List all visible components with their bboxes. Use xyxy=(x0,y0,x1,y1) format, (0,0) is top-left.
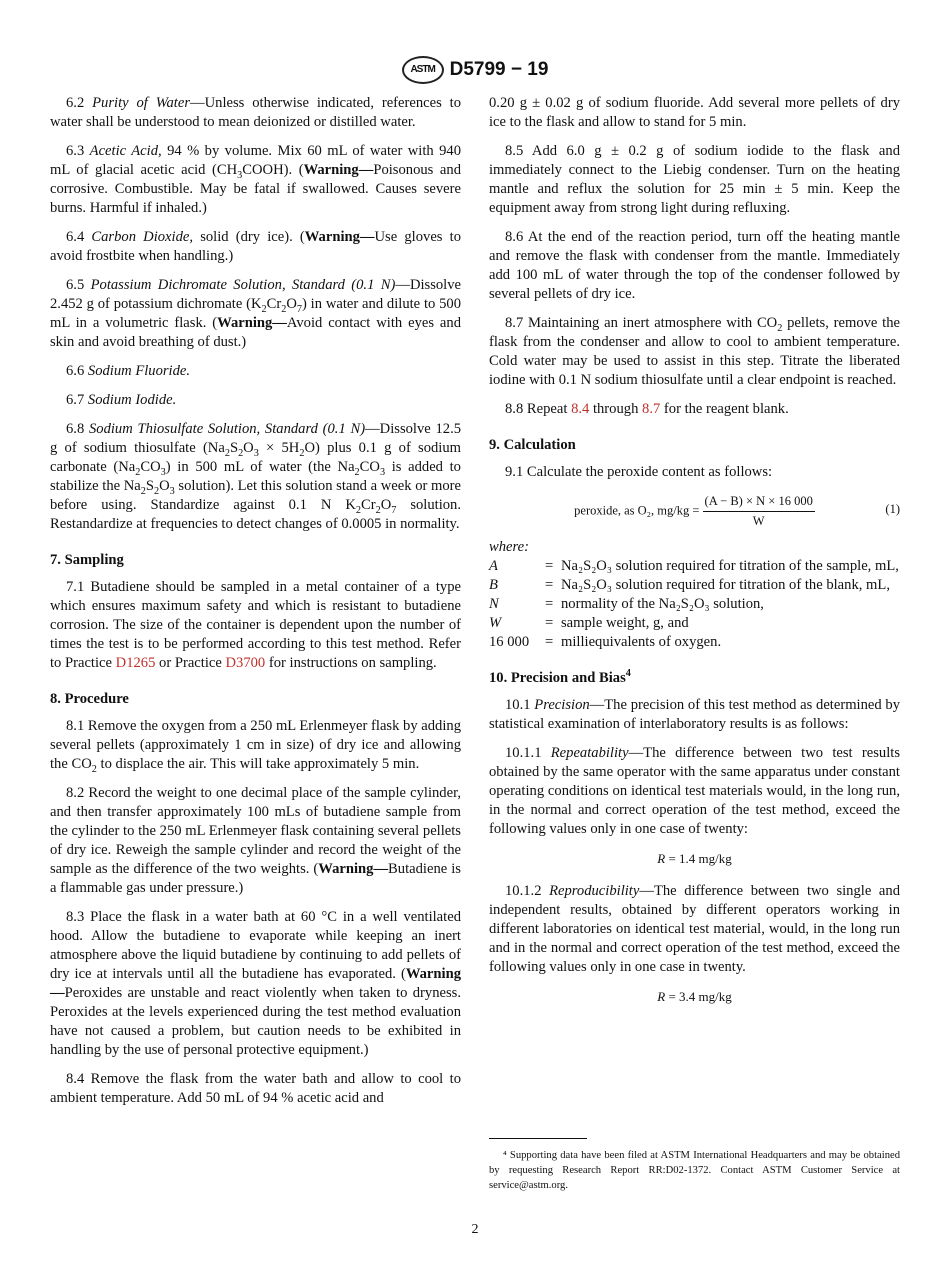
subscript: 2 xyxy=(154,485,160,497)
subscript: 2 xyxy=(224,447,230,459)
italic-text: Acetic Acid, xyxy=(89,143,162,159)
variable-definition: normality of the Na₂S₂O₃ solution, xyxy=(561,596,764,612)
equals-sign: = xyxy=(545,615,554,631)
paragraph xyxy=(50,276,461,352)
footnote-rule xyxy=(489,1138,587,1139)
result-value xyxy=(489,987,900,1006)
bold-text: Warning— xyxy=(318,861,389,877)
italic-text: Potassium Dichromate Solution, Standard (0.1 N) xyxy=(90,277,396,293)
paragraph xyxy=(50,784,461,898)
bold-text: Warning— xyxy=(217,315,287,331)
paragraph xyxy=(489,882,900,977)
bold-text: Warning— xyxy=(50,966,461,1001)
italic-text: Sodium Iodide. xyxy=(87,392,177,408)
definition-row xyxy=(489,614,900,633)
text-run: O xyxy=(286,296,297,312)
paragraph xyxy=(50,908,461,1060)
text-run: —The difference between two test results obtained by the same operator with the same apparatus under constant operating conditions on identical test materials would, in the long run, in the normal and correct operation of the test method, exceed the following values only in one case of twenty: xyxy=(489,745,900,837)
document-designation: D5799 − 19 xyxy=(449,59,549,80)
variable-definition: sample weight, g, and xyxy=(561,615,689,631)
text-run: CO xyxy=(359,459,380,475)
text-run: —Dissolve 2.452 g of potassium dichromate (K xyxy=(50,277,462,312)
subscript: 7 xyxy=(296,303,303,315)
text-run: S xyxy=(145,478,155,494)
text-run: to displace the air. This will take approximately 5 min. xyxy=(96,756,420,772)
italic-text: Reproducibility xyxy=(549,883,640,899)
text-run: Cr xyxy=(266,296,282,312)
text-run: —Dissolve 12.5 g of sodium thiosulfate (Na xyxy=(50,421,462,456)
italic-text: Sodium Thiosulfate Solution, Standard (0.1 N) xyxy=(88,421,366,437)
text-run: 10.1.2 xyxy=(505,883,550,899)
paragraph xyxy=(50,362,461,381)
equals-sign: = xyxy=(545,596,554,612)
paragraph xyxy=(489,94,900,132)
fraction xyxy=(703,492,815,531)
paragraph xyxy=(489,463,900,482)
left-column xyxy=(50,94,461,1118)
text-run: for the reagent blank. xyxy=(660,401,789,417)
text-run: Peroxides are unstable and react violently when taken to dryness. Peroxides at the levels experienced during the test method evaluation have not caused a problem, but caution needs to be exhibited in handling by the use of personal protective equipment.) xyxy=(50,985,461,1058)
variable-definition: Na₂S₂O₃ solution required for titration of the sample, mL, xyxy=(561,558,899,574)
text-run: Poisonous and corrosive. Combustible. May be fatal if swallowed. Causes severe burns. Harmful if inhaled.) xyxy=(50,162,461,216)
paragraph xyxy=(489,744,900,839)
paragraph xyxy=(50,228,461,266)
variable-definitions xyxy=(489,538,900,652)
text-run: Avoid contact with eyes and skin and avoid breathing of dust.) xyxy=(50,315,461,350)
text-run: pellets, remove the flask from the condenser and allow to cool to ambient temperature. Cold water may be used to assist in this step. Titrate the liberated iodine with 0.1 N sodium thiosulfate until a clear endpoint is reached. xyxy=(489,315,900,388)
subscript: 2 xyxy=(354,466,360,478)
text-run: ) in 500 mL of water (the Na xyxy=(165,459,355,475)
subscript: 3 xyxy=(169,485,175,497)
reference-link[interactable]: 8.4 xyxy=(571,401,590,417)
paragraph xyxy=(50,142,461,218)
text-run: or Practice xyxy=(155,655,226,671)
text-run: 9.1 Calculate the peroxide content as follows: xyxy=(505,464,773,480)
text-run: 8. Procedure xyxy=(50,691,129,707)
subscript: 2 xyxy=(281,303,287,315)
definition-row xyxy=(489,595,900,614)
denominator: W xyxy=(752,514,765,528)
text-run: 10.1.1 xyxy=(505,745,551,761)
text-run: 8.7 Maintaining an inert atmosphere with CO xyxy=(505,315,778,331)
where-label: where: xyxy=(489,539,529,555)
text-run: Use gloves to avoid frostbite when handling.) xyxy=(50,229,461,264)
italic-text: R xyxy=(657,989,666,1004)
italic-text: Sodium Fluoride. xyxy=(87,363,191,379)
text-run: 0.20 g ± 0.02 g of sodium fluoride. Add several more pellets of dry ice to the flask and allow to stand for 5 min. xyxy=(489,95,900,130)
text-run: —The precision of this test method as determined by statistical examination of interlaboratory results is as follows: xyxy=(489,697,901,732)
text-run: —The difference between two single and independent results, obtained by different operators working in different laboratories on identical test material, would, in the long run and in the normal and correct operation of the test method, exceed the following values only in one case in twenty. xyxy=(489,883,900,975)
text-run: O xyxy=(380,497,392,513)
text-run: 6.7 xyxy=(66,392,88,408)
italic-text: R xyxy=(657,851,666,866)
text-run: is added to stabilize the Na xyxy=(50,459,461,494)
italic-text: Repeatability xyxy=(550,745,629,761)
variable-symbol: N xyxy=(489,596,499,612)
equals-sign: = xyxy=(545,577,554,593)
text-run: 7. Sampling xyxy=(50,552,124,568)
reference-link[interactable]: D3700 xyxy=(225,655,266,671)
text-run: = 3.4 mg/kg xyxy=(665,989,732,1004)
italic-text: Precision xyxy=(534,697,590,713)
text-run: O) plus 0.1 g of sodium carbonate (Na xyxy=(50,440,461,475)
paragraph xyxy=(50,94,461,132)
subscript: 7 xyxy=(391,504,397,516)
equation-number: (1) xyxy=(885,502,900,516)
text-run: 9. Calculation xyxy=(489,437,576,453)
section-heading xyxy=(489,669,900,688)
text-run: 6.3 xyxy=(66,143,90,159)
text-run: for instructions on sampling. xyxy=(265,655,437,671)
footnote-text: ⁴ Supporting data have been filed at ASTM International Headquarters and may be obtained by requesting Research Report RR:D02-1372. Contact ASTM Customer Service at service@astm.org. xyxy=(489,1150,900,1191)
paragraph xyxy=(489,314,900,390)
subscript: 2 xyxy=(375,504,381,516)
text-run: 10. Precision and Bias xyxy=(489,670,626,686)
equals-sign: = xyxy=(545,634,554,650)
text-run: ) in water and dilute to 500 mL in a volumetric flask. ( xyxy=(50,296,462,331)
text-run: solid (dry ice). ( xyxy=(193,229,305,245)
subscript: 3 xyxy=(160,466,166,478)
result-value xyxy=(489,849,900,868)
definition-row xyxy=(489,633,900,652)
paragraph xyxy=(50,578,461,673)
text-run: 8.1 Remove the oxygen from a 250 mL Erlenmeyer flask by adding several pellets (approximately 1 cm in size) of dry ice and allowing the CO xyxy=(50,718,462,772)
page-number: 2 xyxy=(471,1222,479,1237)
text-run: solution. Restandardize at frequencies to detect changes of 0.0005 in normality. xyxy=(50,497,462,532)
subscript: 3 xyxy=(237,169,243,181)
paragraph xyxy=(489,696,900,734)
text-run: 8.4 Remove the flask from the water bath and allow to cool to ambient temperature. Add 50 mL of 94 % acetic acid and xyxy=(50,1071,461,1106)
text-run: Butadiene is a flammable gas under pressure.) xyxy=(50,861,461,896)
text-run: CO xyxy=(140,459,161,475)
section-heading xyxy=(489,436,900,455)
text-run: × 5H xyxy=(258,440,300,456)
equation-lhs: peroxide, as O₂, mg/kg = xyxy=(574,503,700,518)
section-heading xyxy=(50,551,461,570)
text-run: 6.4 xyxy=(66,229,92,245)
reference-link[interactable]: D1265 xyxy=(115,655,156,671)
subscript: 3 xyxy=(253,447,259,459)
text-run: 94 % by volume. Mix 60 mL of water with 940 mL of glacial acetic acid (CH xyxy=(50,143,461,178)
bold-text: Warning— xyxy=(303,162,374,178)
subscript: 3 xyxy=(379,466,386,478)
reference-link[interactable]: 8.7 xyxy=(642,401,661,417)
text-run: 6.2 xyxy=(66,95,93,111)
text-run: 8.2 Record the weight to one decimal place of the sample cylinder, and then transfer approximately 100 mLs of butadiene sample from the cylinder to the 250 mL Erlenmeyer flask containing several pellets of dry ice. Reweigh the sample cylinder and record the weight of the sample as the difference of the two weights. ( xyxy=(50,785,461,877)
text-run: 10.1 xyxy=(505,697,535,713)
text-run: 7.1 Butadiene should be sampled in a metal container of a type which ensures maximum safety and which is resistant to butadiene corrosion. The size of the container is dependent upon the number of times the test is to be performed according to this test method. Refer to Practice xyxy=(50,579,461,671)
variable-symbol: W xyxy=(489,615,502,631)
subscript: 2 xyxy=(261,303,267,315)
text-run: COOH). ( xyxy=(242,162,304,178)
paragraph xyxy=(50,1070,461,1108)
bold-text: Warning— xyxy=(304,229,375,245)
text-run: 6.5 xyxy=(66,277,91,293)
text-run: through xyxy=(589,401,643,417)
italic-text: Carbon Dioxide, xyxy=(91,229,194,245)
text-run: Cr xyxy=(361,497,376,513)
astm-logo: ASTM xyxy=(402,56,444,84)
subscript: 2 xyxy=(777,322,783,334)
definition-row xyxy=(489,557,900,576)
subscript: 2 xyxy=(238,447,244,459)
section-heading xyxy=(50,690,461,709)
footnote-ref[interactable]: 4 xyxy=(625,668,631,680)
subscript: 2 xyxy=(135,466,141,478)
italic-text: Purity of Water xyxy=(92,95,191,111)
equals-sign: = xyxy=(545,558,554,574)
subscript: 2 xyxy=(91,763,97,775)
variable-definition: Na₂S₂O₃ solution required for titration of the blank, mL, xyxy=(561,577,890,593)
variable-symbol: B xyxy=(489,577,498,593)
text-run: solution). Let this solution stand a week or more before using. Standardize against 0.1 N K xyxy=(50,478,461,513)
paragraph xyxy=(50,420,461,534)
text-run: 6.6 xyxy=(66,363,88,379)
text-run: S xyxy=(229,440,239,456)
subscript: 2 xyxy=(299,447,305,459)
text-run: 8.6 At the end of the reaction period, turn off the heating mantle and remove the flask with condenser from the mantle. Immediately add 100 mL of water through the top of the condenser followed by several pellets of dry ice. xyxy=(489,229,900,302)
variable-definition: milliequivalents of oxygen. xyxy=(561,634,722,650)
subscript: 2 xyxy=(140,485,146,497)
text-run: 8.5 Add 6.0 g ± 0.2 g of sodium iodide to the flask and immediately connect to the Liebig condenser. Turn on the heating mantle and reflux the solution for 25 min ± 5 min. Keep the equipment away from strong light during refluxing. xyxy=(489,143,900,216)
equation xyxy=(489,492,900,526)
text-run: —Unless otherwise indicated, references to water shall be understood to mean deionized or distilled water. xyxy=(50,95,462,130)
right-column xyxy=(489,94,900,1020)
text-run: 8.3 Place the flask in a water bath at 60 °C in a well ventilated hood. Allow the butadiene to evaporate while keeping an inert atmosphere above the liquid butadiene by continuing to add pellets of dry ice at intervals until all the butadiene has evaporated. ( xyxy=(50,909,461,982)
paragraph xyxy=(489,228,900,304)
paragraph xyxy=(489,400,900,419)
text-run: O xyxy=(243,440,254,456)
paragraph xyxy=(50,717,461,774)
numerator: (A − B) × N × 16 000 xyxy=(703,492,815,512)
paragraph xyxy=(50,391,461,410)
definition-row xyxy=(489,576,900,595)
text-run: O xyxy=(159,478,170,494)
text-run: 6.8 xyxy=(66,421,89,437)
subscript: 2 xyxy=(355,504,361,516)
footnote xyxy=(489,1138,900,1193)
text-run: = 1.4 mg/kg xyxy=(665,851,732,866)
paragraph xyxy=(489,142,900,218)
variable-symbol: A xyxy=(489,558,498,574)
text-run: 8.8 Repeat xyxy=(505,401,572,417)
variable-symbol: 16 000 xyxy=(489,634,530,650)
page-header xyxy=(0,56,950,84)
